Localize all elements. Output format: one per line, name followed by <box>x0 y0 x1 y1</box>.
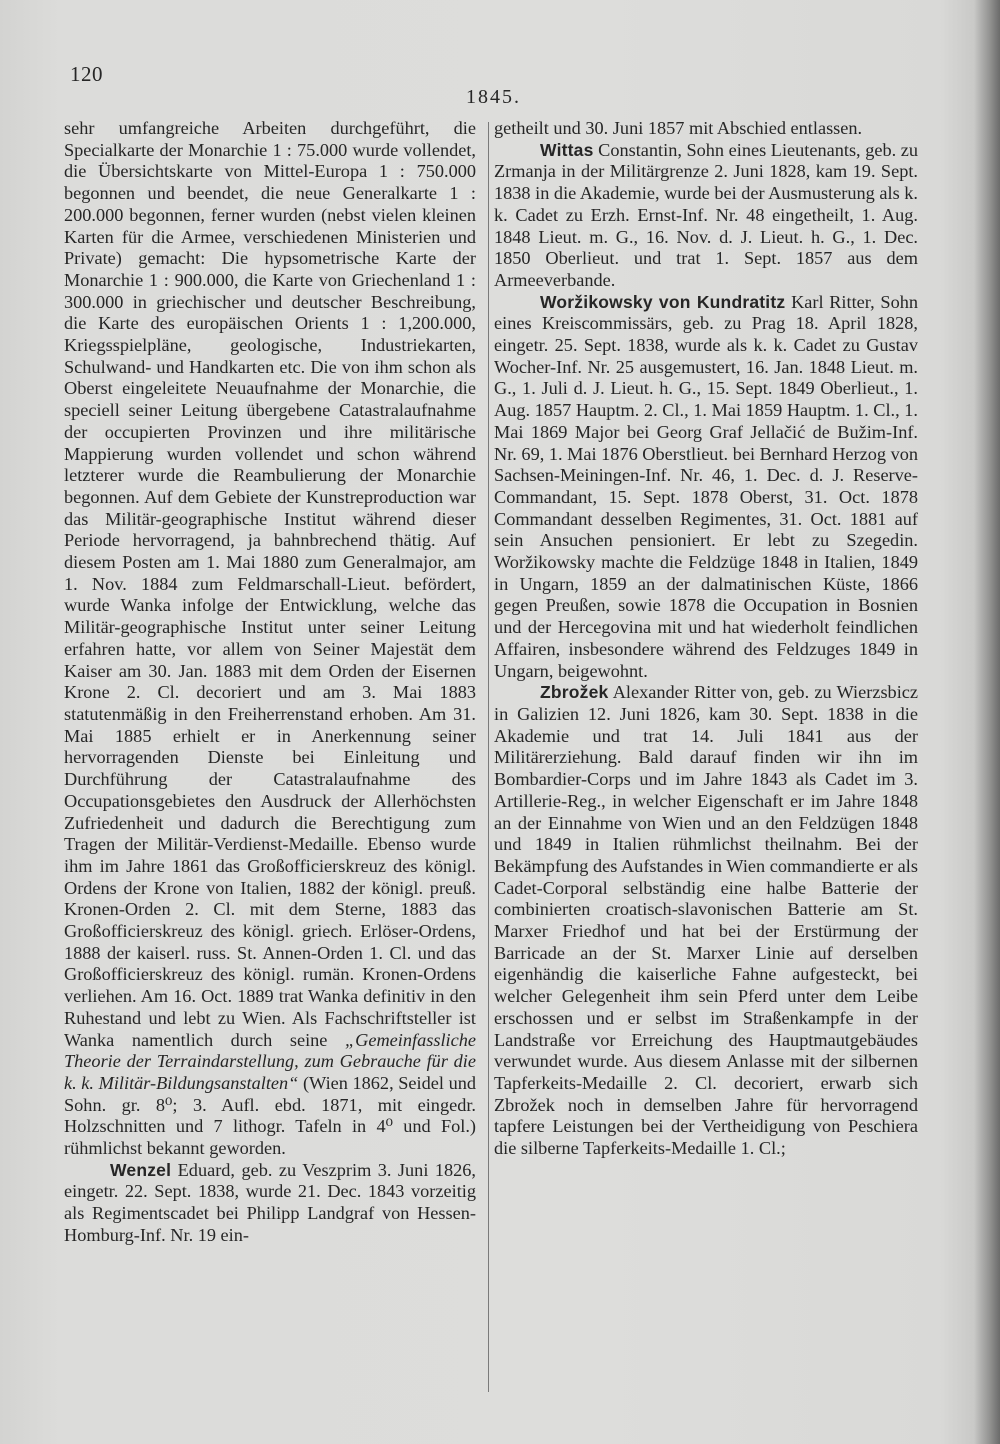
entry-zbrozek <box>494 682 918 1159</box>
paragraph-continuation: getheilt und 30. Juni 1857 mit Abschied entlassen. <box>494 118 863 138</box>
entry-text: Constantin, Sohn eines Lieutenants, geb. zu Zrmanja in der Militärgrenze 2. Juni 1828, kam 19. Sept. 1838 in die Akademie, wurde bei der Ausmusterung als k. k. Cadet zu Erzh. Ernst-Inf. Nr. 48 eingetheilt, 1. Aug. 1848 Lieut. m. G., 16. Nov. d. J. Lieut. h. G., 1. Dec. 1850 Oberlieut. und trat 1. Sept. 1857 aus dem Armeeverbande. <box>494 139 918 290</box>
entry-name: Wenzel <box>110 1159 172 1180</box>
entry-text: Karl Ritter, Sohn eines Kreiscommissärs, geb. zu Prag 18. April 1828, eingetr. 25. Sept. 1838, wurde als k. k. Cadet zu Gustav Wocher-Inf. Nr. 25 ausgemustert, 16. Jan. 1848 Lieut. m. G., 1. Juli d. J. Lieut. h. G., 15. Sept. 1849 Oberlieut., 1. Aug. 1857 Hauptm. 2. Cl., 1. Mai 1859 Hauptm. 1. Cl., 1. Mai 1869 Major bei Georg Graf Jellačić de Bužim-Inf. Nr. 69, 1. Mai 1876 Oberstlieut. bei Bernhard Herzog von Sachsen-Meiningen-Inf. Nr. 46, 1. Dec. d. J. Reserve-Commandant, 15. Sept. 1878 Oberst, 31. Oct. 1878 Commandant desselben Regimentes, 31. Oct. 1881 auf sein Ansuchen pensioniert. Er lebt zu Szegedin. Woržikowsky machte die Feldzüge 1848 in Italien, 1849 in Ungarn, 1859 an der dalmatinischen Küste, 1866 gegen Preußen, sowie 1878 die Occupation in Bosnien und der Hercegovina mit und hat wiederholt feindlichen Affairen, insbesondere während des Feldzuges 1849 in Ungarn, beigewohnt. <box>494 291 918 681</box>
paragraph-wanka-continuation <box>64 118 476 1160</box>
entry-name: Zbrožek <box>540 682 609 703</box>
right-column <box>494 118 918 1160</box>
book-title: „Gemeinfassliche Theorie der Terraindarstellung, zum Gebrauche für die k. k. Militär-Bildungsanstalten“ <box>64 1029 476 1093</box>
page-year-heading: 1845. <box>466 86 521 108</box>
paragraph-text: sehr umfangreiche Arbeiten durchgeführt, die Specialkarte der Monarchie 1 : 75.000 wurde vollendet, die Übersichtskarte von Mittel-Europa 1 : 750.000 begonnen und beendet, die neue Generalkarte 1 : 200.000 begonnen, ferner wurden (nebst vielen kleinen Karten für die Armee, verschiedenen Ministerien und Private) gemacht: Die hypsometrische Karte der Monarchie 1 : 900.000, die Karte von Griechenland 1 : 300.000 in griechischer und deutscher Beschreibung, die Karte des europäischen Orients 1 : 1,200.000, Kriegsspielpläne, geologische, Industriekarten, Schulwand- und Handkarten etc. Die von ihm schon als Oberst eingeleitete Neuaufnahme der Monarchie, die speciell seiner Leitung übergebene Catastralaufnahme der occupierten Provinzen und ihre militärische Mappierung wurden vollendet und schon während letzterer wurde die Reambulierung der Monarchie begonnen. Auf dem Gebiete der Kunstreproduction war das Militär-geographische Institut während dieser Periode hervorragend, ja bahnbrechend thätig. Auf diesem Posten am 1. Mai 1880 zum Generalmajor, am 1. Nov. 1884 zum Feldmarschall-Lieut. befördert, wurde Wanka infolge der Entwicklung, welche das Militär-geographische Institut unter seiner Leitung erfahren hatte, vor allem von Seiner Majestät dem Kaiser am 30. Jan. 1883 mit dem Orden der Eisernen Krone 2. Cl. decoriert und am 3. Mai 1883 statutenmäßig in den Freiherrenstand erhoben. Am 31. Mai 1885 erhielt er in Anerkennung seiner hervorragenden Dienste bei Einleitung und Durchführung der Catastralaufnahme des Occupationsgebietes den Ausdruck der Allerhöchsten Zufriedenheit und dadurch die Berechtigung zum Tragen der Militär-Verdienst-Medaille. Ebenso wurde ihm im Jahre 1861 das Großofficierskreuz des königl. Ordens der Krone von Italien, 1882 der königl. preuß. Kronen-Orden 2. Cl. mit dem Sterne, 1883 das Großofficierskreuz des königl. griech. Erlöser-Ordens, 1888 der kaiserl. russ. St. Annen-Orden 1. Cl. und das Großofficierskreuz des königl. rumän. Kronen-Ordens verliehen. Am 16. Oct. 1889 trat Wanka definitiv in den Ruhestand und lebt zu Wien. Als Fachschriftsteller ist Wanka namentlich durch seine <box>64 118 476 1050</box>
entry-wittas <box>494 140 918 292</box>
entry-name: Woržikowsky von Kundratitz <box>540 291 786 312</box>
entry-worzikowsky <box>494 292 918 683</box>
left-column <box>64 118 476 1247</box>
page-number: 120 <box>70 62 103 86</box>
entry-wenzel <box>64 1160 476 1247</box>
entry-text: Eduard, geb. zu Veszprim 3. Juni 1826, eingetr. 22. Sept. 1838, wurde 21. Dec. 1843 vorzeitig als Regimentscadet bei Philipp Landgraf von Hessen-Homburg-Inf. Nr. 19 ein- <box>64 1159 476 1245</box>
paragraph-text: (Wien 1862, Seidel und Sohn. gr. 8⁰; 3. Aufl. ebd. 1871, mit eingedr. Holzschnitten und 7 lithogr. Tafeln in 4⁰ und Fol.) rühmlichst bekannt geworden. <box>64 1072 476 1159</box>
entry-name: Wittas <box>540 139 594 160</box>
column-divider <box>488 122 489 1392</box>
entry-text: Alexander Ritter von, geb. zu Wierzsbicz in Galizien 12. Juni 1826, kam 30. Sept. 1838 in die Akademie und trat 14. Juli 1841 aus der Militärerziehung. Bald darauf finden wir ihn im Bombardier-Corps und im Jahre 1843 als Cadet im 3. Artillerie-Reg., in welcher Eigenschaft er im Jahre 1848 an der Einnahme von Wien und an den Feldzügen 1848 und 1849 in Italien rühmlichst theilnahm. Bei der Bekämpfung des Aufstandes in Wien commandierte er als Cadet-Corporal selbständig eine halbe Batterie der combinierten croatisch-slavonischen Batterie am St. Marxer Friedhof und hat bei der Erstürmung der Barricade an der St. Marxer Linie auf derselben eigenhändig die kaiserliche Fahne aufgesteckt, bei welcher Gelegenheit ihm sein Pferd unter dem Leibe erschossen und er selbst im Straßenkampfe in der Landstraße vor Erreichung des Hauptmautgebäudes verwundet wurde. Aus diesem Anlasse mit der silbernen Tapferkeits-Medaille 2. Cl. decoriert, erwarb sich Zbrožek noch in demselben Jahre für hervorragend tapfere Leistungen bei der Vertheidigung von Peschiera die silberne Tapferkeits-Medaille 1. Cl.; <box>494 682 919 1159</box>
page-edge-shadow <box>974 0 1000 1444</box>
